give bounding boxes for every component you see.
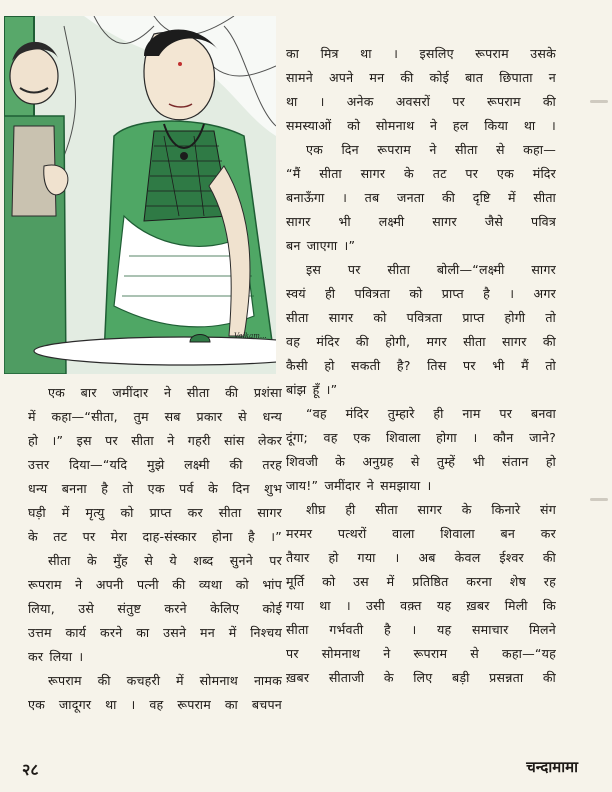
text-line: वह मंदिर की होगी, मगर सीता सागर की [286, 334, 556, 349]
text-line: कर लिया । [28, 649, 84, 664]
text-line: जाय!” जमींदार ने समझाया । [286, 478, 432, 493]
text-line: एक जादूगर था । वह रूपराम का बचपन [28, 697, 282, 712]
text-line: शिवजी के अनुग्रह से तुम्हें भी संतान हो [286, 454, 556, 469]
text-line: लिया, उसे संतुष्ट करने केलिए कोई [28, 601, 282, 616]
text-line: पर सोमनाथ ने रूपराम से कहा—“यह [286, 646, 556, 661]
paragraph [286, 138, 556, 258]
text-line: का मित्र था । इसलिए रूपराम उसके [286, 46, 556, 61]
text-line: ख़बर सीताजी के लिए बड़ी प्रसन्नता की [286, 670, 556, 685]
text-line: उत्तम कार्य करने का उसने मन में निश्चय [28, 625, 282, 640]
text-line: शीघ्र ही सीता सागर के किनारे संग [306, 502, 556, 517]
text-line: था । अनेक अवसरों पर रूपराम की [286, 94, 556, 109]
illustration-drawing [4, 16, 276, 374]
paragraph [286, 402, 556, 498]
text-line: में कहा—“सीता, तुम सब प्रकार से धन्य [28, 409, 282, 424]
text-line: रूपराम ने अपनी पत्नी की व्यथा को भांप [28, 577, 282, 592]
text-line: एक बार जमींदार ने सीता की प्रशंसा [48, 385, 282, 400]
text-line: सामने अपने मन की कोई बात छिपाता न [286, 70, 556, 85]
margin-mark [590, 498, 608, 501]
text-line: मरमर पत्थरों वाला शिवाला बन कर [286, 526, 556, 541]
margin-mark [590, 100, 608, 103]
illustration-signature: Vaikam... [234, 332, 267, 340]
text-line: उत्तर दिया—“यदि मुझे लक्ष्मी की तरह [28, 457, 282, 472]
text-line: कैसी हो सकती है? तिस पर भी मैं तो [286, 358, 556, 373]
text-line: समस्याओं को सोमनाथ ने हल किया था । [286, 118, 556, 133]
text-line: के तट पर मेरा दाह-संस्कार होना है ।” [28, 529, 282, 544]
paragraph [28, 381, 282, 549]
text-line: इस पर सीता बोली—“लक्ष्मी सागर [306, 262, 556, 277]
text-line: धन्य बनना है तो एक पर्व के दिन शुभ [28, 481, 282, 496]
text-line: “वह मंदिर तुम्हारे ही नाम पर बनवा [306, 406, 556, 421]
page-number: २८ [22, 760, 39, 779]
text-line: रूपराम की कचहरी में सोमनाथ नामक [48, 673, 282, 688]
text-line: तैयार हो गया । अब केवल ईश्वर की [286, 550, 556, 565]
text-line: घड़ी में मृत्यु को प्राप्त कर सीता सागर [28, 505, 282, 520]
left-text-column [28, 381, 282, 717]
text-line: सीता के मुँह से ये शब्द सुनने पर [48, 553, 282, 568]
text-line: स्वयं ही पवित्रता को प्राप्त है । अगर [286, 286, 556, 301]
text-line: गया था । उसी वक़्त यह ख़बर मिली कि [286, 598, 556, 613]
story-illustration [4, 16, 276, 374]
text-line: बन जाएगा ।” [286, 238, 356, 253]
paragraph [28, 549, 282, 669]
magazine-name: चन्दामामा [526, 758, 578, 776]
text-line: सागर भी लक्ष्मी सागर जैसे पवित्र [286, 214, 556, 229]
text-line: दूंगा; वह एक शिवाला होगा । कौन जाने? [286, 430, 556, 445]
paragraph [28, 669, 282, 717]
text-line: बांझ हूँ ।” [286, 382, 338, 397]
paragraph [286, 498, 556, 690]
text-line: बनाऊँगा । तब जनता की दृष्टि में सीता [286, 190, 556, 205]
text-line: एक दिन रूपराम ने सीता से कहा— [306, 142, 556, 157]
right-text-column [286, 42, 556, 690]
text-line: हो ।” इस पर सीता ने गहरी सांस लेकर [28, 433, 282, 448]
text-line: मूर्ति को उस में प्रतिष्ठित करना शेष रह [286, 574, 556, 589]
paragraph [286, 258, 556, 402]
text-line: सीता सागर को पवित्रता प्राप्त होगी तो [286, 310, 556, 325]
paragraph [286, 42, 556, 138]
text-line: सीता गर्भवती है । यह समाचार मिलने [286, 622, 556, 637]
text-line: “मैं सीता सागर के तट पर एक मंदिर [286, 166, 556, 181]
